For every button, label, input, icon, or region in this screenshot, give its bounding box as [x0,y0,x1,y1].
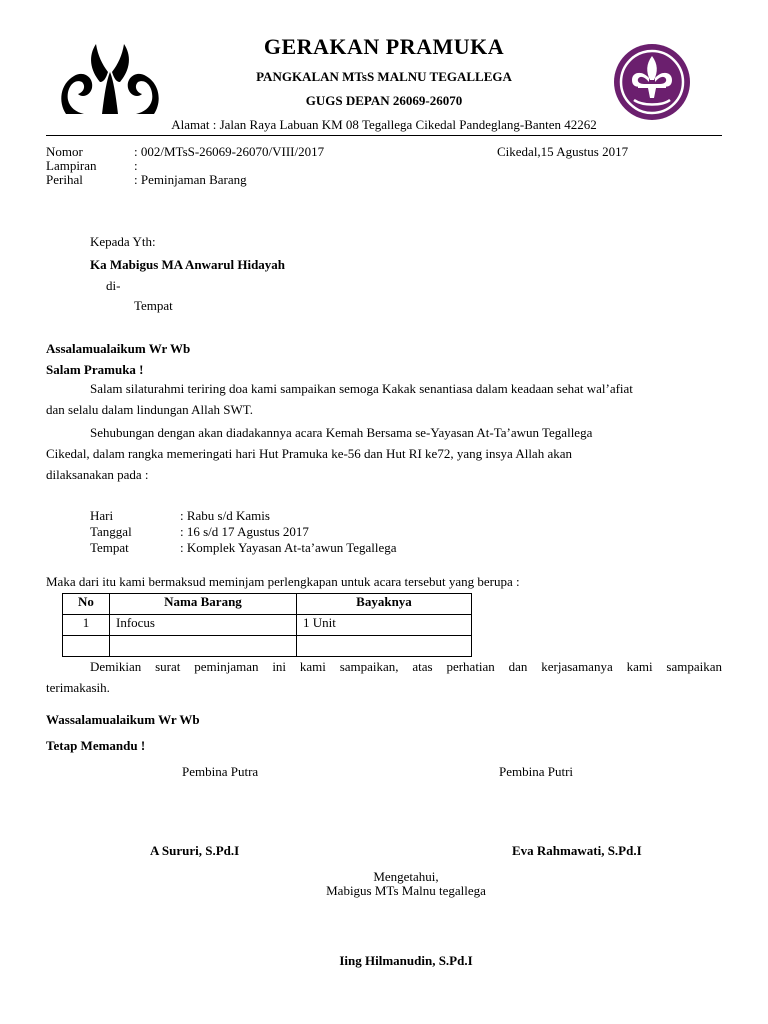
signature-name-right: Eva Rahmawati, S.Pd.I [512,843,642,858]
event-tempat-label: Tempat [90,540,129,555]
para2-line1: Sehubungan dengan akan diadakannya acara Kemah Bersama se-Yayasan At-Ta’awun Tegallega [90,425,593,440]
para2-line2: Cikedal, dalam rangka memeringati hari Hut Pramuka ke-56 dan Hut RI ke72, yang insya Allah akan [46,446,572,461]
header-divider [46,135,722,136]
event-tanggal-label: Tanggal [90,524,132,539]
lampiran-value: : [134,158,138,173]
recipient-name: Ka Mabigus MA Anwarul Hidayah [90,257,286,272]
table-cell [63,636,110,657]
table-cell: 1 [63,615,110,636]
greeting-assalamualaikum: Assalamualaikum Wr Wb [46,341,191,356]
signature-role-right: Pembina Putri [499,764,574,779]
table-cell: Infocus [110,615,297,636]
nomor-label: Nomor [46,144,83,159]
signature-name-left: A Sururi, S.Pd.I [150,843,240,858]
table-cell [297,636,472,657]
recipient-place: Tempat [134,298,173,313]
para1-line1: Salam silaturahmi teriring doa kami sampaikan semoga Kakak senantiasa dalam keadaan sehat wal’afiat [90,381,633,396]
para1-line2: dan selalu dalam lindungan Allah SWT. [46,402,253,417]
acknowledge-role: Mabigus MTs Malnu tegallega [326,883,486,898]
para2-line3: dilaksanakan pada : [46,467,149,482]
gugus-depan: GUGS DEPAN 26069-26070 [305,93,463,108]
perihal-value: : Peminjaman Barang [134,172,247,187]
column-header-nama-barang: Nama Barang [110,594,297,615]
acknowledge-name: Iing Hilmanudin, S.Pd.I [339,953,473,968]
farewell-tetap-memandu: Tetap Memandu ! [46,738,146,753]
recipient-di: di- [106,278,121,293]
org-title: GERAKAN PRAMUKA [263,34,505,59]
lampiran-label: Lampiran [46,158,97,173]
signature-role-left: Pembina Putra [182,764,259,779]
event-tanggal-value: : 16 s/d 17 Agustus 2017 [180,524,309,539]
address-line: Alamat : Jalan Raya Labuan KM 08 Tegallega Cikedal Pandeglang-Banten 42262 [171,117,597,132]
column-header-bayaknya: Bayaknya [297,594,472,615]
acknowledge-label: Mengetahui, [373,869,439,884]
event-tempat-value: : Komplek Yayasan At-ta’awun Tegallega [180,540,397,555]
closing-line1: Demikian surat peminjaman ini kami sampaikan, atas perhatian dan kerjasamanya kami sampaikan [90,659,722,674]
nomor-value: : 002/MTsS-26069-26070/VIII/2017 [134,144,325,159]
event-hari-value: : Rabu s/d Kamis [180,508,270,523]
request-line: Maka dari itu kami bermaksud meminjam perlengkapan untuk acara tersebut yang berupa : [46,574,520,589]
closing-line2: terimakasih. [46,680,110,695]
column-header-no: No [63,594,110,615]
greeting-salam-pramuka: Salam Pramuka ! [46,362,144,377]
farewell-wassalamualaikum: Wassalamualaikum Wr Wb [46,712,200,727]
items-table [62,593,472,657]
table-header-row [63,594,472,615]
table-cell [110,636,297,657]
place-date: Cikedal,15 Agustus 2017 [497,144,629,159]
perihal-label: Perihal [46,172,83,187]
table-cell: 1 Unit [297,615,472,636]
event-hari-label: Hari [90,508,114,523]
table-row [63,615,472,636]
recipient-salutation: Kepada Yth: [90,234,156,249]
table-row [63,636,472,657]
unit-name: PANGKALAN MTsS MALNU TEGALLEGA [256,69,512,84]
